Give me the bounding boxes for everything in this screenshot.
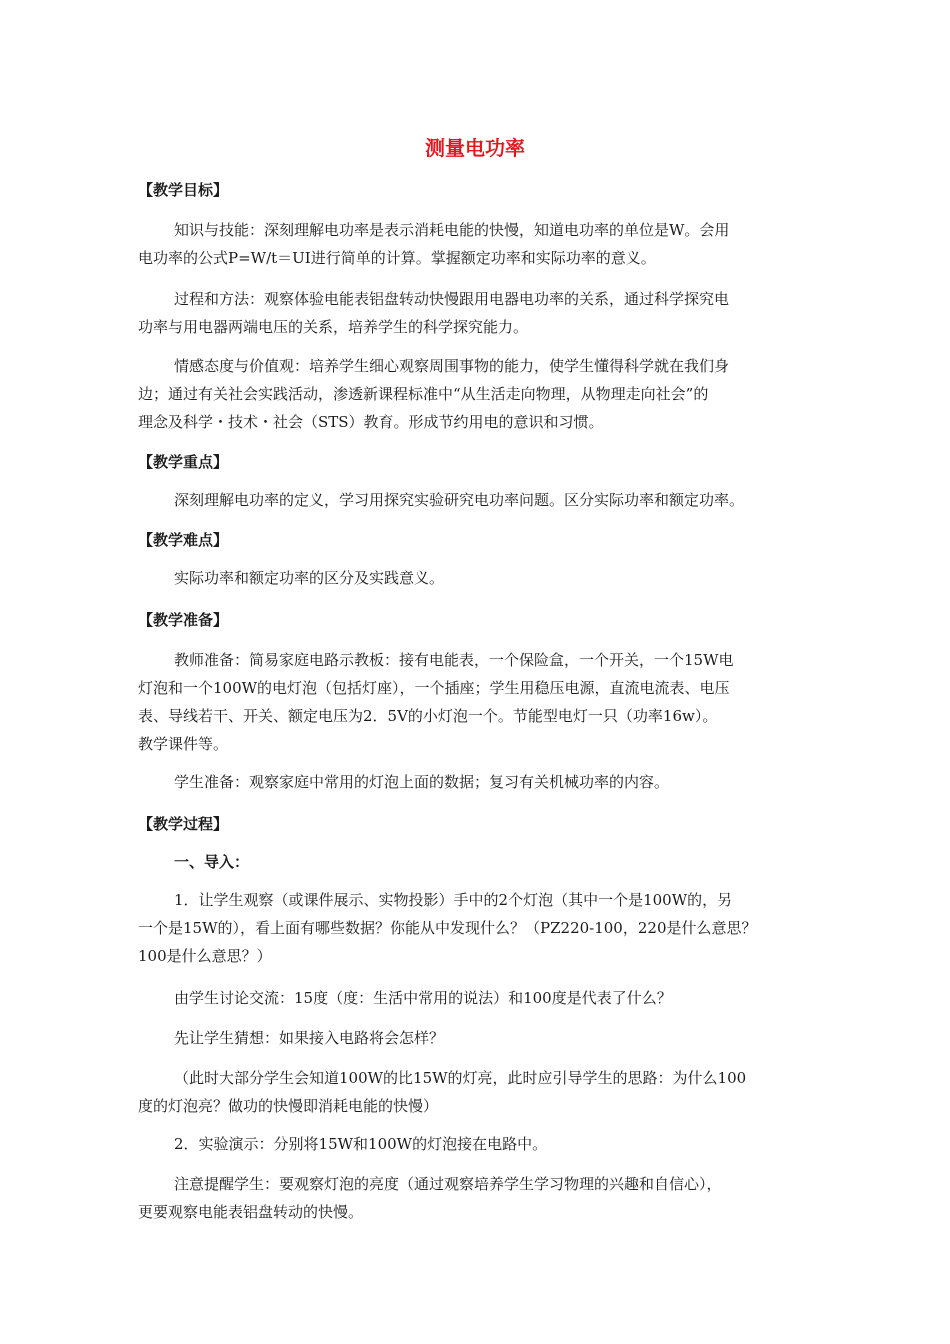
paragraph-guess (138, 1024, 814, 1052)
heading-preparation: 【教学准备】 (138, 611, 229, 629)
text-line: 电功率的公式P=W/t＝UI进行简单的计算。掌握额定功率和实际功率的意义。 (138, 249, 656, 267)
paragraph-difficulties (138, 564, 814, 592)
text-line: 知识与技能：深刻理解电功率是表示消耗电能的快慢，知道电功率的单位是W。会用 (174, 221, 730, 239)
text-line: 一个是15W的），看上面有哪些数据？你能从中发现什么？（PZ220-100，220是什么意思？ (138, 919, 757, 937)
text-line: （此时大部分学生会知道100W的比15W的灯亮，此时应引导学生的思路：为什么100 (174, 1069, 747, 1087)
text-line: 边；通过有关社会实践活动，渗透新课程标准中“从生活走向物理，从物理走向社会”的 (138, 385, 709, 403)
text-line: 情感态度与价值观：培养学生细心观察周围事物的能力，使学生懂得科学就在我们身 (174, 357, 730, 375)
paragraph-process-method (138, 285, 814, 341)
paragraph-reminder (138, 1170, 814, 1226)
text-line: 先让学生猜想：如果接入电路将会怎样？ (174, 1029, 445, 1047)
paragraph-teacher-preparation (138, 646, 814, 758)
paragraph-discussion (138, 984, 814, 1012)
heading-process: 【教学过程】 (138, 815, 229, 833)
text-line: 2．实验演示：分别将15W和100W的灯泡接在电路中。 (174, 1135, 548, 1153)
paragraph-experiment (138, 1130, 814, 1158)
paragraph-observe-bulbs (138, 886, 814, 970)
text-line: 注意提醒学生：要观察灯泡的亮度（通过观察培养学生学习物理的兴趣和自信心）， (174, 1175, 722, 1193)
text-line: 深刻理解电功率的定义，学习用探究实验研究电功率问题。区分实际功率和额定功率。 (174, 491, 745, 509)
text-line: 理念及科学・技术・社会（STS）教育。形成节约用电的意识和习惯。 (138, 413, 604, 431)
text-line: 更要观察电能表铝盘转动的快慢。 (138, 1203, 364, 1221)
paragraph-student-preparation (138, 768, 814, 796)
text-line: 教学课件等。 (138, 735, 229, 753)
heading-difficulties: 【教学难点】 (138, 531, 229, 549)
paragraph-key-points (138, 486, 814, 514)
paragraph-guidance (138, 1064, 814, 1120)
text-line: 1．让学生观察（或课件展示、实物投影）手中的2个灯泡（其中一个是100W的，另 (174, 891, 733, 909)
text-line: 功率与用电器两端电压的关系，培养学生的科学探究能力。 (138, 318, 529, 336)
text-line: 灯泡和一个100W的电灯泡（包括灯座），一个插座；学生用稳压电源，直流电流表、电压 (138, 679, 730, 697)
subheading-introduction: 一、导入： (174, 853, 250, 871)
text-line: 100是什么意思？） (138, 947, 272, 965)
text-line: 学生准备：观察家庭中常用的灯泡上面的数据；复习有关机械功率的内容。 (174, 773, 670, 791)
text-line: 实际功率和额定功率的区分及实践意义。 (174, 569, 445, 587)
heading-key-points: 【教学重点】 (138, 453, 229, 471)
text-line: 过程和方法：观察体验电能表铝盘转动快慢跟用电器电功率的关系，通过科学探究电 (174, 290, 730, 308)
text-line: 教师准备：简易家庭电路示教板：接有电能表，一个保险盒，一个开关，一个15W电 (174, 651, 734, 669)
text-line: 表、导线若干、开关、额定电压为2．5V的小灯泡一个。节能型电灯一只（功率16w）。 (138, 707, 718, 725)
paragraph-knowledge-skills (138, 216, 814, 272)
text-line: 由学生讨论交流：15度（度：生活中常用的说法）和100度是代表了什么？ (174, 989, 672, 1007)
text-line: 度的灯泡亮？做功的快慢即消耗电能的快慢） (138, 1097, 439, 1115)
page-title: 测量电功率 (425, 136, 525, 160)
paragraph-attitude-values (138, 352, 814, 436)
heading-objectives: 【教学目标】 (138, 181, 229, 199)
